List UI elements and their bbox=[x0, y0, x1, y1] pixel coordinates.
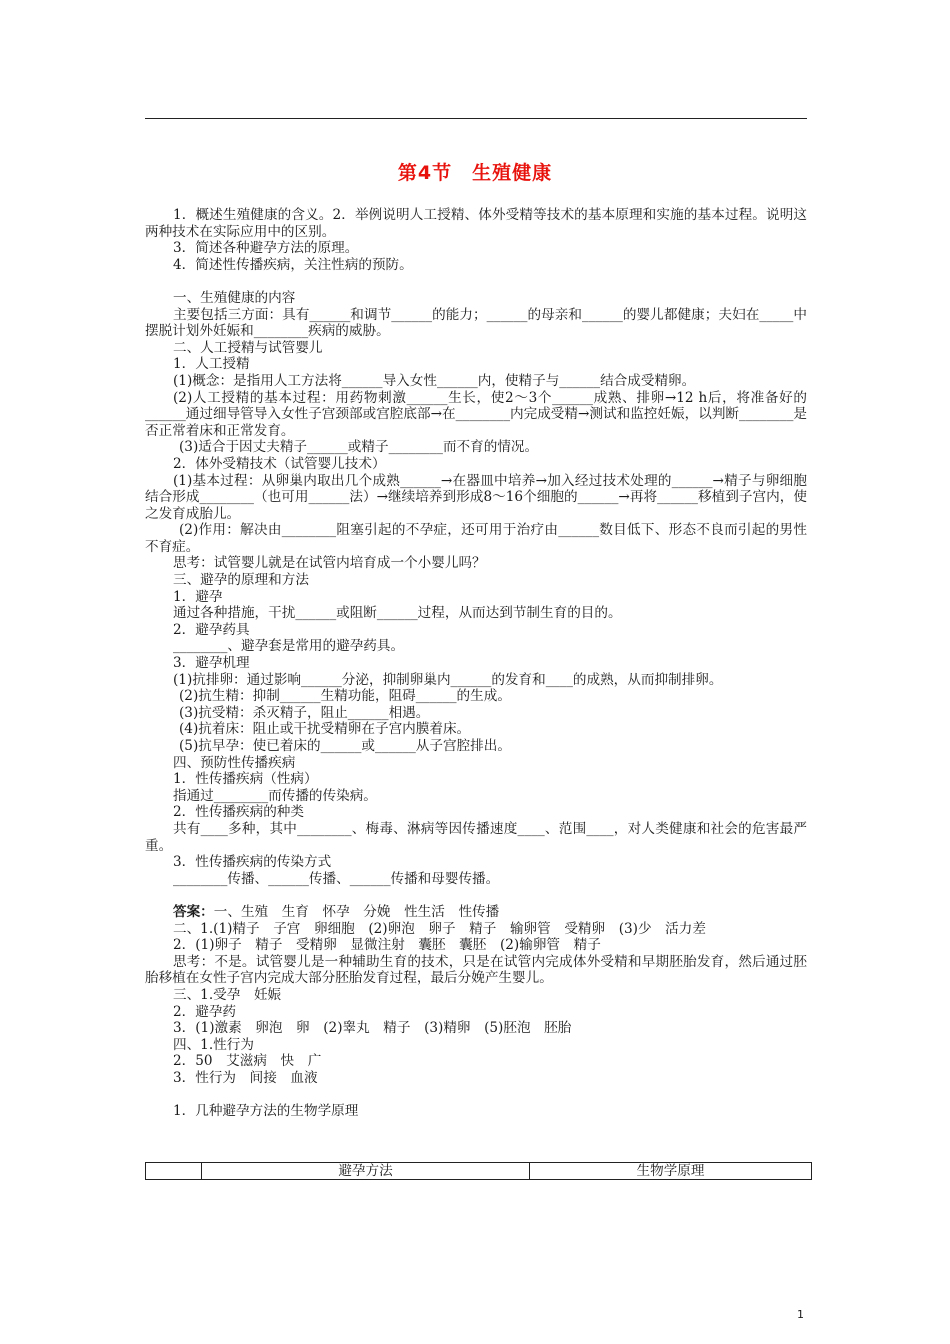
paragraph: (1)基本过程：从卵巢内取出几个成熟______→在器皿中培养→加入经过技术处理的______→精子与卵细胞结合形成________（也可用______法）→继续培养到形成8～16个细胞的______→再将______移植到子宫内，使之发育成胎儿。 bbox=[145, 472, 807, 522]
paragraph: 四、预防性传播疾病 bbox=[173, 754, 296, 771]
answer-text: 四、1.性行为 bbox=[173, 1036, 254, 1053]
answer-text: 3．(1)激素 卵泡 卵 (2)睾丸 精子 (3)精卵 (5)胚泡 胚胎 bbox=[173, 1020, 572, 1037]
page-number: 1 bbox=[797, 1308, 804, 1321]
paragraph: 3．避孕机理 bbox=[173, 655, 250, 672]
table-header-row bbox=[146, 1163, 812, 1180]
paragraph: 指通过________而传播的传染病。 bbox=[173, 787, 377, 804]
table-header-cell: 避孕方法 bbox=[202, 1163, 530, 1180]
answer-text: 思考：不是。试管婴儿是一种辅助生育的技术，只是在试管内完成体外受精和早期胚胎发育，然后通过胚胎移植在女性子宫内完成大部分胚胎发育过程，最后分娩产生婴儿。 bbox=[145, 953, 807, 987]
answer-text: 二、1.(1)精子 子宫 卵细胞 (2)卵泡 卵子 精子 输卵管 受精卵 (3)少 活力差 bbox=[173, 920, 706, 937]
answer-line bbox=[145, 937, 807, 954]
answer-line bbox=[145, 921, 807, 938]
paragraph: (3)抗受精：杀灭精子，阻止______相遇。 bbox=[179, 704, 430, 721]
paragraph: 4．简述性传播疾病，关注性病的预防。 bbox=[173, 256, 413, 273]
paragraph: (4)抗着床：阻止或干扰受精卵在子宫内膜着床。 bbox=[179, 721, 471, 738]
paragraph: ________传播、______传播、______传播和母婴传播。 bbox=[173, 870, 500, 887]
answer-line bbox=[145, 954, 807, 987]
table-caption: 1．几种避孕方法的生物学原理 bbox=[173, 1103, 359, 1120]
page-title: 第4节 生殖健康 bbox=[397, 162, 553, 184]
paragraph: 1．人工授精 bbox=[173, 356, 250, 373]
paragraph: 一、生殖健康的内容 bbox=[173, 289, 296, 306]
paragraph: 3．简述各种避孕方法的原理。 bbox=[173, 240, 359, 257]
contraception-table bbox=[145, 1162, 812, 1180]
paragraph: 1．避孕 bbox=[173, 588, 223, 605]
header-rule bbox=[145, 118, 807, 119]
paragraph: (3)适合于因丈夫精子______或精子________而不育的情况。 bbox=[179, 439, 539, 456]
answer-text: 2．50 艾滋病 快 广 bbox=[173, 1053, 322, 1070]
objectives bbox=[145, 207, 807, 273]
answer-line bbox=[145, 1020, 807, 1037]
paragraph: 1．性传播疾病（性病） bbox=[173, 771, 318, 788]
answer-text: 2．避孕药 bbox=[173, 1003, 237, 1020]
paragraph: 2．体外受精技术（试管婴儿技术） bbox=[173, 455, 386, 472]
answer-line bbox=[145, 1053, 807, 1070]
paragraph: 2．性传播疾病的种类 bbox=[173, 804, 304, 821]
document-body bbox=[145, 207, 807, 1120]
answer-text: 一、生殖 生育 怀孕 分娩 性生活 性传播 bbox=[213, 903, 500, 920]
answer-line bbox=[145, 1004, 807, 1021]
table-header-cell bbox=[146, 1163, 202, 1180]
answer-line bbox=[145, 1037, 807, 1054]
answer-line bbox=[145, 1070, 807, 1087]
paragraph: 二、人工授精与试管婴儿 bbox=[173, 339, 323, 356]
paragraph: (1)概念：是指用人工方法将______导入女性______内，使精子与______结合成受精卵。 bbox=[173, 372, 696, 389]
paragraph: (5)抗早孕：使已着床的______或______从子宫腔排出。 bbox=[179, 738, 511, 754]
paragraph: 三、避孕的原理和方法 bbox=[173, 572, 309, 589]
paragraph: 共有____多种，其中________、梅毒、淋病等因传播速度____、范围____，对人类健康和社会的危害最严重。 bbox=[145, 820, 807, 854]
table-header-cell: 生物学原理 bbox=[530, 1163, 812, 1180]
answers-section bbox=[145, 904, 807, 1087]
answer-line bbox=[145, 904, 807, 921]
paragraph: (1)抗排卵：通过影响______分泌，抑制卵巢内______的发育和____的成熟，从而抑制排卵。 bbox=[173, 671, 723, 688]
paragraph: 思考：试管婴儿就是在试管内培育成一个小婴儿吗？ bbox=[173, 555, 486, 572]
answer-text: 三、1.受孕 妊娠 bbox=[173, 986, 282, 1003]
paragraph: 2．避孕药具 bbox=[173, 621, 250, 638]
answer-text: 2．(1)卵子 精子 受精卵 显微注射 囊胚 囊胚 (2)输卵管 精子 bbox=[173, 937, 601, 954]
paragraph: 1．概述生殖健康的含义。2．举例说明人工授精、体外受精等技术的基本原理和实施的基本过程。说明这两种技术在实际应用中的区别。 bbox=[145, 207, 807, 240]
answer-line bbox=[145, 987, 807, 1004]
paragraph: (2)人工授精的基本过程：用药物刺激______生长，使2～3个______成熟、排卵→12 h后，将准备好的______通过细导管导入女性子宫颈部或宫腔底部→在________内完成受精→测试和监控妊娠，以判断________是否正常着床和正常发育。 bbox=[145, 389, 807, 439]
answer-text: 3．性行为 间接 血液 bbox=[173, 1069, 318, 1086]
paragraph: 3．性传播疾病的传染方式 bbox=[173, 854, 332, 871]
paragraph: ________、避孕套是常用的避孕药具。 bbox=[173, 638, 405, 655]
paragraph: (2)抗生精：抑制______生精功能，阻碍______的生成。 bbox=[179, 688, 511, 705]
answers-label: 答案： bbox=[173, 903, 214, 920]
main-section bbox=[145, 290, 807, 887]
paragraph: 通过各种措施，干扰______或阻断______过程，从而达到节制生育的目的。 bbox=[173, 605, 622, 622]
paragraph: (2)作用：解决由________阻塞引起的不孕症，还可用于治疗由______数目低下、形态不良而引起的男性不育症。 bbox=[145, 522, 807, 555]
paragraph: 主要包括三方面：具有______和调节______的能力；______的母亲和______的婴儿都健康；夫妇在_____中摆脱计划外妊娠和________疾病的威胁。 bbox=[145, 306, 807, 340]
